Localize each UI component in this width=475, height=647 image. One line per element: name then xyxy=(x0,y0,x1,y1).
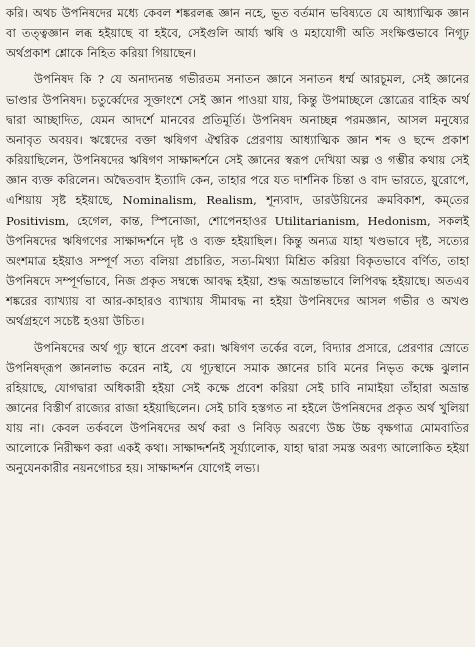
paragraph-what-is-upanishad: উপনিষদ কি ? যে অনাদ্যনন্ত গভীরতম সনাতন জ্ঞানে সনাতন ধর্ম্ম আরচূমল, সেই জ্ঞানের ভাণ্ডার উপনিষদ। চতুর্ব্বেদের সূক্তাংশে সেই জ্ঞান পাওয়া যায়, কিন্তু উপমাচ্ছলে স্তোত্রের বাহিক অর্থ দ্বারা আচ্ছাদিত, যেমন আদর্শে মানবের প্রতিমূর্তি। উপনিষদ অনাচ্ছন্ন পরমজ্ঞান, আসল মনুষ্যের অনাবৃত অবয়ব। ঋগ্বেদের বক্তা ঋষিগণ ঐশ্বরিক প্রেরণায় আধ্যাত্মিক জ্ঞান শব্দ ও ছন্দে প্রকাশ করিয়াছিলেন, উপনিষদের ঋষিগণ সাক্ষাদ্দর্শনে সেই জ্ঞানের স্বরূপ দেখিয়া অল্প ও গম্ভীর কথায় সেই জ্ঞান ব্যক্ত করিলেন। অদ্বৈতবাদ ইত্যাদি কেন, তাহার পরে যত দার্শনিক চিন্তা ও বাদ ভারতে, য়ুরোপে, এশিয়ায় সৃষ্ট হইয়াছে, Nominalism, Realism, শূন্যবাদ, ডারউয়িনের ক্রমবিকাশ, কম্‌তের Positivism, হেগেল, কান্ত, স্পিনোজা, শোপেনহাওর Utilitarianism, Hedonism, সকলই উপনিষদের ঋষিগণের সাক্ষাদ্দর্শনে দৃষ্ট ও ব্যক্ত হইয়াছিল। কিন্তু অন্যত্র যাহা খণ্ডভাবে দৃষ্ট, সত্যের অংশমাত্র হইয়াও সম্পূর্ণ সত্য বলিয়া প্রচারিত, সত্য-মিথ্যা মিশ্রিত করিয়া বিকৃতভাবে বর্ণিত, তাহা উপনিষদে সম্পূর্ণভাবে, নিজ প্রকৃত সম্বন্ধে আবদ্ধ হইয়া, শুদ্ধ অভ্রান্তভাবে লিপিবদ্ধ হইয়াছে। অতএব শঙ্করের ব্যাখ্যায় বা আর-কাহারও ব্যাখ্যায় সীমাবদ্ধ না হইয়া উপনিষদের আসল গভীর ও অখণ্ড অর্থগ্রহণে সচেষ্ট হওয়া উচিত। xyxy=(6,72,469,329)
paragraph-meaning-of-upanishad: উপনিষদের অর্থ গূঢ় স্থানে প্রবেশ করা। ঋষিগণ তর্কের বলে, বিদ্যার প্রসারে, প্রেরণার স্রোতে উপনিষদ্‌রূপ জ্ঞানলাভ করেন নাই, যে গূঢ়স্থানে সমাক জ্ঞানের চাবি মনের নিভৃত কক্ষে ঝুলান রহিয়াছে, যোগদ্বারা অধিকারী হইয়া সেই কক্ষে প্রবেশ করিয়া সেই চাবি নামাইয়া তাঁহারা অভ্রান্ত জ্ঞানের বিস্তীর্ণ রাজ্যের রাজা হইয়াছিলেন। সেই চাবি হস্তগত না হইলে উপনিষদের প্রকৃত অর্থ খুলিয়া যায় না। কেবল তর্কবলে উপনিষদের অর্থ করা ও নিবিড় অরণ্যে উচ্চ উচ্চ বৃক্ষগাত্র মোমবাতির আলোকে নিরীক্ষণ করা একই কথা। সাক্ষাদ্দর্শনই সূর্য্যালোক, যাহা দ্বারা সমস্ত অরণ্য আলোকিত হইয়া অনুযেনকারীর নয়নগোচর হয়। সাক্ষাদ্দর্শন যোগেই লভ্য। xyxy=(6,340,469,476)
paragraph-continuation: করি। অথচ উপনিষদের মধ্যে কেবল শঙ্করলব্ধ জ্ঞান নহে, ভূত বর্তমান ভবিষ্যতে যে আধ্যাত্মিক জ্ঞান বা তত্ত্বজ্ঞান লব্ধ হইয়াছে বা হইবে, সেইগুলি আর্য্য ঋষি ও মহাযোগী অতি সংক্ষিপ্তভাবে নিগূঢ় অর্থপ্রকাশ শ্লোকে নিহিত করিয়া গিয়াছেন। xyxy=(6,6,469,61)
